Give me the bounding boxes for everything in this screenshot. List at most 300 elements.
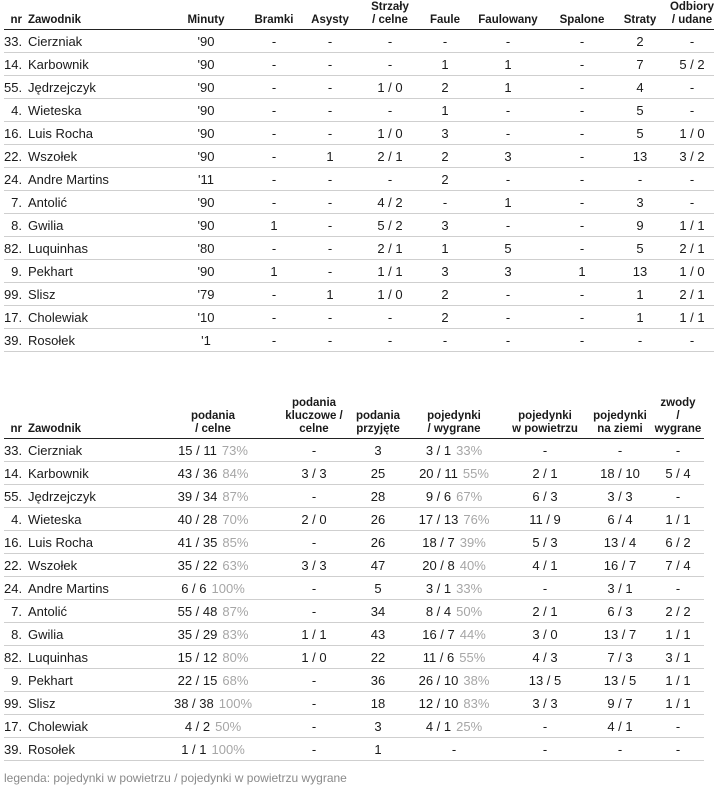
value: 4 / 2 (184, 718, 211, 734)
percentage: 33% (456, 442, 483, 458)
table-cell (148, 623, 278, 646)
table-row (4, 531, 704, 554)
table-cell: - (246, 122, 302, 145)
table-cell: 4. (4, 508, 28, 531)
table-row (4, 554, 704, 577)
value: 12 / 10 (418, 695, 459, 711)
table-cell: - (358, 168, 422, 191)
table-row (4, 145, 714, 168)
percentage: 55% (459, 649, 486, 665)
table-cell: 5 (468, 237, 548, 260)
table-cell: - (302, 168, 358, 191)
table-row (4, 214, 714, 237)
table-cell: 22 (350, 646, 406, 669)
table-cell: - (278, 485, 350, 508)
table-cell: 11 / 9 (502, 508, 588, 531)
table-cell: - (302, 53, 358, 76)
percentage: 76% (463, 511, 490, 527)
table-cell (148, 439, 278, 462)
table-row (4, 623, 704, 646)
value: 35 / 22 (177, 557, 218, 573)
table-cell (148, 554, 278, 577)
table-cell: 1 (616, 283, 664, 306)
table-cell: - (246, 191, 302, 214)
table-cell: 3 / 3 (278, 462, 350, 485)
table-cell: - (302, 237, 358, 260)
value: 3 / 1 (425, 580, 452, 596)
table-row (4, 191, 714, 214)
percentage: 33% (456, 580, 483, 596)
table-cell: 3 (422, 122, 468, 145)
table-cell: Wieteska (28, 508, 148, 531)
table-cell: Gwilia (28, 623, 148, 646)
table-cell: 5 / 2 (664, 53, 714, 76)
table-cell (148, 692, 278, 715)
table-row (4, 30, 714, 53)
table-cell: 7. (4, 600, 28, 623)
table-cell: 3 / 2 (664, 145, 714, 168)
passing-duels-table (4, 397, 704, 761)
column-header: pojedynki / wygrane (406, 397, 502, 439)
table-cell: - (422, 30, 468, 53)
table-cell: - (548, 76, 616, 99)
table-cell: 1 (246, 260, 302, 283)
table-row (4, 485, 704, 508)
table-cell: 13 / 5 (502, 669, 588, 692)
percentage: 67% (456, 488, 483, 504)
table-cell: 9. (4, 669, 28, 692)
table-cell: - (502, 577, 588, 600)
table-cell (148, 577, 278, 600)
table-cell: - (548, 283, 616, 306)
table-cell: Karbownik (28, 462, 148, 485)
table-cell: - (246, 306, 302, 329)
table-cell: 13 (616, 260, 664, 283)
table-cell (406, 738, 502, 761)
table-cell: - (246, 76, 302, 99)
table-row (4, 76, 714, 99)
legend-note: legenda: pojedynki w powietrzu / pojedynki w powietrzu wygrane (4, 771, 347, 785)
percentage: 100% (211, 741, 245, 757)
table-cell: 3 / 3 (502, 692, 588, 715)
table-cell: - (278, 600, 350, 623)
table-cell: - (246, 99, 302, 122)
table-cell: 1 / 1 (652, 692, 704, 715)
column-header: zwody / wygrane (652, 397, 704, 439)
value: 16 / 7 (422, 626, 455, 642)
table-cell: 13 (616, 145, 664, 168)
table-cell: 5 (616, 237, 664, 260)
percentage: 63% (222, 557, 249, 573)
table-cell: 2 / 1 (358, 145, 422, 168)
table-cell: 8. (4, 623, 28, 646)
table-cell: 5 (616, 122, 664, 145)
percentage: 50% (456, 603, 483, 619)
table-cell: - (548, 191, 616, 214)
value: 11 / 6 (422, 649, 455, 665)
table-header-row (4, 397, 704, 439)
table-cell (406, 600, 502, 623)
table-cell: - (278, 738, 350, 761)
table-cell: Cholewiak (28, 715, 148, 738)
table-cell (148, 600, 278, 623)
table-cell: 2 / 1 (664, 237, 714, 260)
table-cell: 3 (350, 439, 406, 462)
table-cell: 3 / 1 (652, 646, 704, 669)
table-cell: - (422, 191, 468, 214)
percentage: 44% (459, 626, 486, 642)
table-cell: Luis Rocha (28, 122, 166, 145)
table-cell: 1 (468, 53, 548, 76)
table-cell: 99. (4, 692, 28, 715)
table-cell: 17. (4, 715, 28, 738)
table-cell (148, 508, 278, 531)
table-cell: - (548, 306, 616, 329)
percentage: 84% (222, 465, 249, 481)
table-cell: '90 (166, 122, 246, 145)
table-cell: 3 / 3 (278, 554, 350, 577)
table-cell: - (468, 214, 548, 237)
table-row (4, 283, 714, 306)
table-cell: '90 (166, 214, 246, 237)
table-cell: - (502, 439, 588, 462)
table-cell: 13 / 5 (588, 669, 652, 692)
table-cell: 33. (4, 439, 28, 462)
table-cell (406, 439, 502, 462)
table-cell: 1 / 1 (652, 623, 704, 646)
table-cell: - (664, 191, 714, 214)
table-cell: - (468, 30, 548, 53)
percentage: 50% (215, 718, 242, 734)
table-cell: - (278, 439, 350, 462)
table-cell: - (548, 53, 616, 76)
table-row (4, 260, 714, 283)
percentage: 83% (222, 626, 249, 642)
table-cell: 9 / 7 (588, 692, 652, 715)
table-cell: - (358, 306, 422, 329)
value: 55 / 48 (177, 603, 218, 619)
table-cell: 1 / 0 (664, 260, 714, 283)
table-cell: - (302, 329, 358, 352)
table-cell: '90 (166, 53, 246, 76)
table-cell: 16 / 7 (588, 554, 652, 577)
table-row (4, 715, 704, 738)
value: 35 / 29 (177, 626, 218, 642)
table-cell: Andre Martins (28, 168, 166, 191)
table-cell: '79 (166, 283, 246, 306)
table-cell: 3 / 0 (502, 623, 588, 646)
table-cell: - (468, 168, 548, 191)
percentage: 85% (222, 534, 249, 550)
table-cell: Antolić (28, 191, 166, 214)
table-cell: 5 / 4 (652, 462, 704, 485)
table-cell: 5 / 2 (358, 214, 422, 237)
table-cell: 7. (4, 191, 28, 214)
table-cell: 26 (350, 508, 406, 531)
table-cell: Pekhart (28, 669, 148, 692)
column-header: podania / celne (148, 397, 278, 439)
table-row (4, 53, 714, 76)
table-cell: Slisz (28, 283, 166, 306)
table-cell: - (246, 30, 302, 53)
table-row (4, 99, 714, 122)
column-header: Faule (422, 1, 468, 30)
table-cell (406, 508, 502, 531)
table-cell: Wszołek (28, 554, 148, 577)
table-cell: 2 (422, 168, 468, 191)
table-cell: 55. (4, 485, 28, 508)
table-cell (148, 485, 278, 508)
table-cell: 1 (468, 191, 548, 214)
value: 4 / 1 (425, 718, 452, 734)
table-cell: 3 (422, 260, 468, 283)
value: 38 / 38 (173, 695, 214, 711)
table-cell: 5 / 3 (502, 531, 588, 554)
table-cell: 2 / 2 (652, 600, 704, 623)
table-cell: Jędrzejczyk (28, 485, 148, 508)
table-header-row (4, 1, 714, 30)
table-cell: Karbownik (28, 53, 166, 76)
table-cell: 24. (4, 168, 28, 191)
table-cell: 6 / 3 (502, 485, 588, 508)
table-cell (406, 577, 502, 600)
table-row (4, 508, 704, 531)
column-header: nr (4, 397, 28, 439)
table-cell: 1 (468, 76, 548, 99)
table-cell: 28 (350, 485, 406, 508)
table-cell: Gwilia (28, 214, 166, 237)
table-cell: Andre Martins (28, 577, 148, 600)
table-row (4, 600, 704, 623)
table-cell: Cholewiak (28, 306, 166, 329)
table-cell: 1 / 1 (278, 623, 350, 646)
table-cell: - (246, 237, 302, 260)
column-header: podania kluczowe / celne (278, 397, 350, 439)
table-cell: 7 / 4 (652, 554, 704, 577)
table-cell: - (664, 76, 714, 99)
table-cell: 34 (350, 600, 406, 623)
table-cell: 82. (4, 237, 28, 260)
percentage: 73% (221, 442, 248, 458)
column-header: Zawodnik (28, 1, 166, 30)
table-cell: 4 (616, 76, 664, 99)
table-cell: - (664, 329, 714, 352)
table-cell: 9 (616, 214, 664, 237)
column-header: podania przyjęte (350, 397, 406, 439)
table-cell: - (358, 30, 422, 53)
table-row (4, 669, 704, 692)
value: 40 / 28 (177, 511, 218, 527)
table-cell: - (302, 191, 358, 214)
table-cell: - (548, 237, 616, 260)
table-cell: - (652, 577, 704, 600)
table-cell: '90 (166, 30, 246, 53)
table-cell: 2 / 1 (502, 600, 588, 623)
table-cell: 13 / 7 (588, 623, 652, 646)
table-cell: - (616, 329, 664, 352)
table-row (4, 692, 704, 715)
table-cell: - (302, 260, 358, 283)
table-cell (148, 462, 278, 485)
table-cell: - (652, 485, 704, 508)
table-cell: 17. (4, 306, 28, 329)
value: 26 / 10 (418, 672, 459, 688)
percentage: 25% (456, 718, 483, 734)
table-row (4, 577, 704, 600)
table-cell (148, 738, 278, 761)
percentage: 55% (462, 465, 489, 481)
table-cell: 2 (422, 76, 468, 99)
table-cell: - (422, 329, 468, 352)
table-cell: 36 (350, 669, 406, 692)
table-cell: 1 / 1 (652, 508, 704, 531)
table-cell: 16. (4, 122, 28, 145)
table-cell: '90 (166, 76, 246, 99)
table-cell: 25 (350, 462, 406, 485)
table-cell: 14. (4, 462, 28, 485)
table-cell: '90 (166, 260, 246, 283)
column-header: Minuty (166, 1, 246, 30)
value: 39 / 34 (177, 488, 218, 504)
table-cell: - (302, 99, 358, 122)
table-cell: - (548, 99, 616, 122)
table-cell: 1 (422, 237, 468, 260)
table-cell: Cierzniak (28, 30, 166, 53)
percentage: 38% (463, 672, 490, 688)
table-cell (148, 715, 278, 738)
column-header: Bramki (246, 1, 302, 30)
table-cell: 99. (4, 283, 28, 306)
table-cell: - (548, 145, 616, 168)
table-cell: - (548, 168, 616, 191)
table-cell: - (302, 30, 358, 53)
value: 15 / 12 (177, 649, 218, 665)
table-cell: 8. (4, 214, 28, 237)
table-cell (406, 692, 502, 715)
column-header: nr (4, 1, 28, 30)
table-cell: 2 (422, 283, 468, 306)
table-cell: 2 (422, 145, 468, 168)
table-cell: - (278, 669, 350, 692)
column-header: Zawodnik (28, 397, 148, 439)
table-cell (406, 531, 502, 554)
table-cell (406, 485, 502, 508)
table-cell: 1 (616, 306, 664, 329)
table-cell: 1 / 1 (664, 214, 714, 237)
value: 3 / 1 (425, 442, 452, 458)
table-cell: Luquinhas (28, 237, 166, 260)
table-cell: 16. (4, 531, 28, 554)
table-cell: 22. (4, 554, 28, 577)
percentage: 68% (222, 672, 249, 688)
table-cell: - (548, 30, 616, 53)
table-cell: 2 / 0 (278, 508, 350, 531)
table-cell: - (358, 99, 422, 122)
table-cell: 26 (350, 531, 406, 554)
table-cell: Cierzniak (28, 439, 148, 462)
table-cell: 4 / 1 (588, 715, 652, 738)
table-row (4, 168, 714, 191)
table-cell: '90 (166, 99, 246, 122)
table-cell: 4 / 2 (358, 191, 422, 214)
table-cell: 1 (302, 283, 358, 306)
column-header: Odbiory / udane (664, 1, 714, 30)
table-cell: 1 / 0 (358, 122, 422, 145)
column-header: Strzały / celne (358, 1, 422, 30)
table-cell (406, 462, 502, 485)
table-cell: - (278, 715, 350, 738)
table-cell: 2 (616, 30, 664, 53)
table-cell (148, 531, 278, 554)
table-cell: 3 (616, 191, 664, 214)
value: 41 / 35 (177, 534, 218, 550)
table-cell: - (302, 214, 358, 237)
percentage: 83% (463, 695, 490, 711)
table-cell: - (278, 531, 350, 554)
table-cell: 82. (4, 646, 28, 669)
column-header: Straty (616, 1, 664, 30)
table-row (4, 237, 714, 260)
table-cell: 5 (350, 577, 406, 600)
table-cell: - (246, 329, 302, 352)
table-row (4, 122, 714, 145)
player-stats-table (4, 1, 714, 352)
table-cell: - (664, 30, 714, 53)
table-cell: - (588, 439, 652, 462)
column-header: pojedynki w powietrzu (502, 397, 588, 439)
table-row (4, 462, 704, 485)
table-cell: - (358, 329, 422, 352)
table-cell: 2 / 1 (502, 462, 588, 485)
table-cell: 7 / 3 (588, 646, 652, 669)
table-cell (406, 554, 502, 577)
table-cell: Luis Rocha (28, 531, 148, 554)
table-cell: Wszołek (28, 145, 166, 168)
table-cell: 2 / 1 (664, 283, 714, 306)
percentage: 39% (459, 534, 486, 550)
table-cell: 6 / 4 (588, 508, 652, 531)
table-cell: 1 / 0 (278, 646, 350, 669)
table-cell: - (302, 76, 358, 99)
table-cell: - (358, 53, 422, 76)
table-cell: - (246, 168, 302, 191)
percentage: 80% (222, 649, 249, 665)
percentage: 70% (222, 511, 249, 527)
table-cell: - (468, 122, 548, 145)
table-cell: 1 (246, 214, 302, 237)
value: 17 / 13 (418, 511, 459, 527)
table-cell: - (664, 168, 714, 191)
table-cell: - (302, 122, 358, 145)
table-cell: Luquinhas (28, 646, 148, 669)
table-cell: 1 / 0 (358, 283, 422, 306)
table-cell: 14. (4, 53, 28, 76)
table-cell: 3 (468, 145, 548, 168)
table-cell (406, 669, 502, 692)
column-header: Spalone (548, 1, 616, 30)
percentage: 100% (218, 695, 252, 711)
table-cell: 3 (422, 214, 468, 237)
table-cell: - (468, 283, 548, 306)
percentage: 87% (222, 603, 249, 619)
table-cell: - (652, 715, 704, 738)
table-cell: 43 (350, 623, 406, 646)
table-cell: 18 / 10 (588, 462, 652, 485)
column-header: Asysty (302, 1, 358, 30)
table-cell: - (652, 439, 704, 462)
table-cell: - (468, 99, 548, 122)
table-cell: - (502, 738, 588, 761)
